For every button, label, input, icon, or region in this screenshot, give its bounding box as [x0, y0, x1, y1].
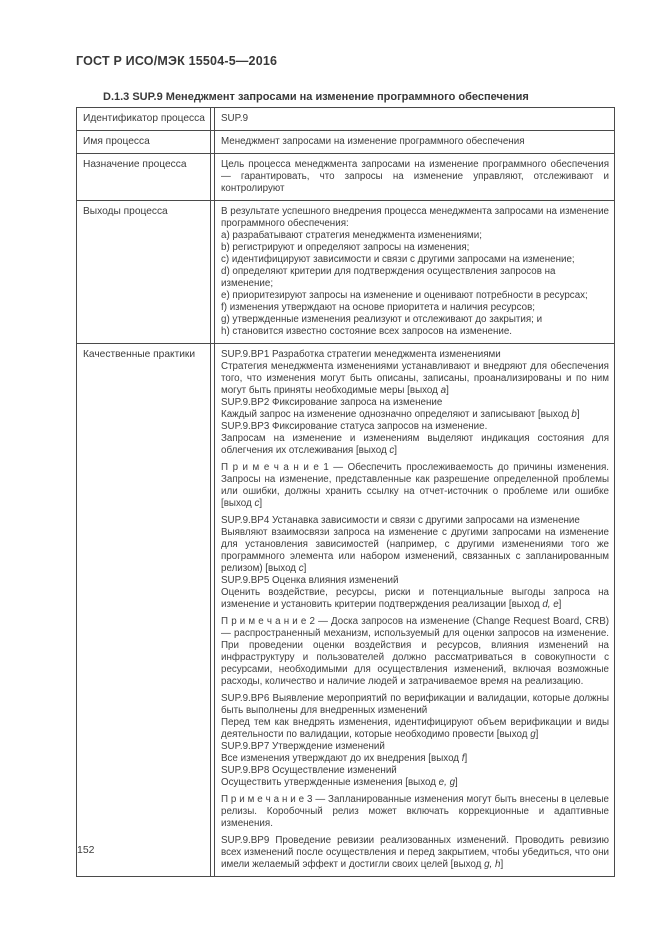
- paragraph: Все изменения утверждают до их внедрения [выход f]: [221, 753, 468, 764]
- paragraph: Осуществить утвержденные изменения [выход e, g]: [221, 777, 458, 788]
- row-label: Имя процесса: [77, 131, 211, 153]
- row-content: [214, 131, 614, 153]
- paragraph: f) изменения утверждают на основе приоритета и наличия ресурсов;: [221, 302, 536, 313]
- row-content: [214, 108, 614, 130]
- paragraph: SUP.9.BP4 Устанавка зависимости и связи с другими запросами на изменение: [221, 515, 580, 526]
- paragraph: SUP.9.BP7 Утверждение изменений: [221, 741, 385, 752]
- table-row: [77, 200, 614, 343]
- row-label: Назначение процесса: [77, 154, 211, 200]
- note-paragraph: П р и м е ч а н и е 2 — Доска запросов на изменение (Change Request Board, CRB) — распространенный механизм, используемый для оценки запросов на изменение. При проведении оценки воздействия и ресурсов, влияния изменений на инфраструктуру и пользователей должно рассматриваться в совокупности с ресурсами, необходимыми для осуществления изменений, включая возможные расходы, количество и наличие людей и затрачиваемое время на реализацию.: [221, 616, 609, 687]
- paragraph: g) утвержденные изменения реализуют и отслеживают до закрытия; и: [221, 314, 543, 325]
- paragraph: a) разрабатывают стратегия менеджмента изменениями;: [221, 230, 482, 241]
- paragraph: c) идентифицируют зависимости и связи с другими запросами на изменение;: [221, 254, 575, 265]
- table-row: [77, 153, 614, 200]
- paragraph: e) приоритезируют запросы на изменение и оценивают потребности в ресурсах;: [221, 290, 588, 301]
- paragraph: Менеджмент запросами на изменение программного обеспечения: [221, 136, 525, 147]
- paragraph: h) становится известно состояние всех запросов на изменение.: [221, 326, 513, 337]
- row-label: Выходы процесса: [77, 201, 211, 343]
- paragraph: SUP.9.BP5 Оценка влияния изменений: [221, 575, 399, 586]
- paragraph: Стратегия менеджмента изменениями устанавливают и внедряют для обеспечения того, что изменения могут быть описаны, записаны, проанализированы и по ним могут быть приняты необходимые меры [выход a]: [221, 361, 609, 396]
- table-row: [77, 108, 614, 130]
- note-paragraph: П р и м е ч а н и е 3 — Запланированные изменения могут быть внесены в целевые релизы. Коробочный релиз может включать коррекционные и адаптивные изменения.: [221, 794, 609, 829]
- page-number: 152: [77, 844, 95, 856]
- paragraph: SUP.9.BP8 Осуществление изменений: [221, 765, 397, 776]
- paragraph: SUP.9.BP1 Разработка стратегии менеджмента изменениями: [221, 349, 501, 360]
- paragraph: Каждый запрос на изменение однозначно определяют и записывают [выход b]: [221, 409, 580, 420]
- paragraph: SUP.9.BP6 Выявление мероприятий по верификации и валидации, которые должны быть выполнены для внедренных изменений: [221, 693, 609, 716]
- paragraph: Перед тем как внедрять изменения, идентифицируют объем верификации и виды деятельности по валидации, которые необходимо провести [выход g]: [221, 717, 609, 740]
- paragraph: SUP.9.BP9 Проведение ревизии реализованных изменений. Проводить ревизию всех изменений после осуществления и перед закрытием, чтобы убедиться, что они имели желаемый эффект и достигли своих целей [выход g, h]: [221, 835, 609, 870]
- paragraph: Выявляют взаимосвязи запроса на изменение с другими запросами на изменение для установления зависимостей (например, с другими изменениями того же программного элемента или набором изменений, связанных с запланированным релизом) [выход c]: [221, 527, 609, 574]
- section-heading: D.1.3 SUP.9 Менеджмент запросами на изменение программного обеспечения: [103, 91, 529, 103]
- paragraph: d) определяют критерии для подтверждения осуществления запросов на изменение;: [221, 266, 556, 289]
- paragraph: SUP.9.BP2 Фиксирование запроса на изменение: [221, 397, 443, 408]
- paragraph: Оценить воздействие, ресурсы, риски и потенциальные выгоды запроса на изменение и установить критерии подтверждения реализации [выход d, e]: [221, 587, 609, 610]
- row-label: Идентификатор процесса: [77, 108, 211, 130]
- paragraph: Запросам на изменение и изменениям выделяют индикация состояния для облегчения их отслеживания [выход c]: [221, 433, 609, 456]
- row-label: Качественные практики: [77, 344, 211, 876]
- row-content: [214, 344, 614, 876]
- document-header: ГОСТ Р ИСО/МЭК 15504-5—2016: [76, 54, 278, 68]
- row-content: [214, 154, 614, 200]
- paragraph: Цель процесса менеджмента запросами на изменение программного обеспечения — гарантировать, что запросы на изменение управляют, отслеживают и контролируют: [221, 159, 609, 194]
- paragraph: SUP.9.BP3 Фиксирование статуса запросов на изменение.: [221, 421, 488, 432]
- process-table: [76, 107, 615, 877]
- paragraph: В результате успешного внедрения процесса менеджмента запросами на изменение программного обеспечения:: [221, 206, 609, 229]
- row-content: [214, 201, 614, 343]
- table-row: [77, 130, 614, 153]
- table-row: [77, 343, 614, 876]
- paragraph: SUP.9: [221, 113, 249, 124]
- note-paragraph: П р и м е ч а н и е 1 — Обеспечить прослеживаемость до причины изменения. Запросы на изменение, представленные как разрешение определенной проблемы или ошибки, должны хранить ссылку на отчет-источник о проблеме или ошибке [выход c]: [221, 462, 609, 509]
- paragraph: b) регистрируют и определяют запросы на изменения;: [221, 242, 470, 253]
